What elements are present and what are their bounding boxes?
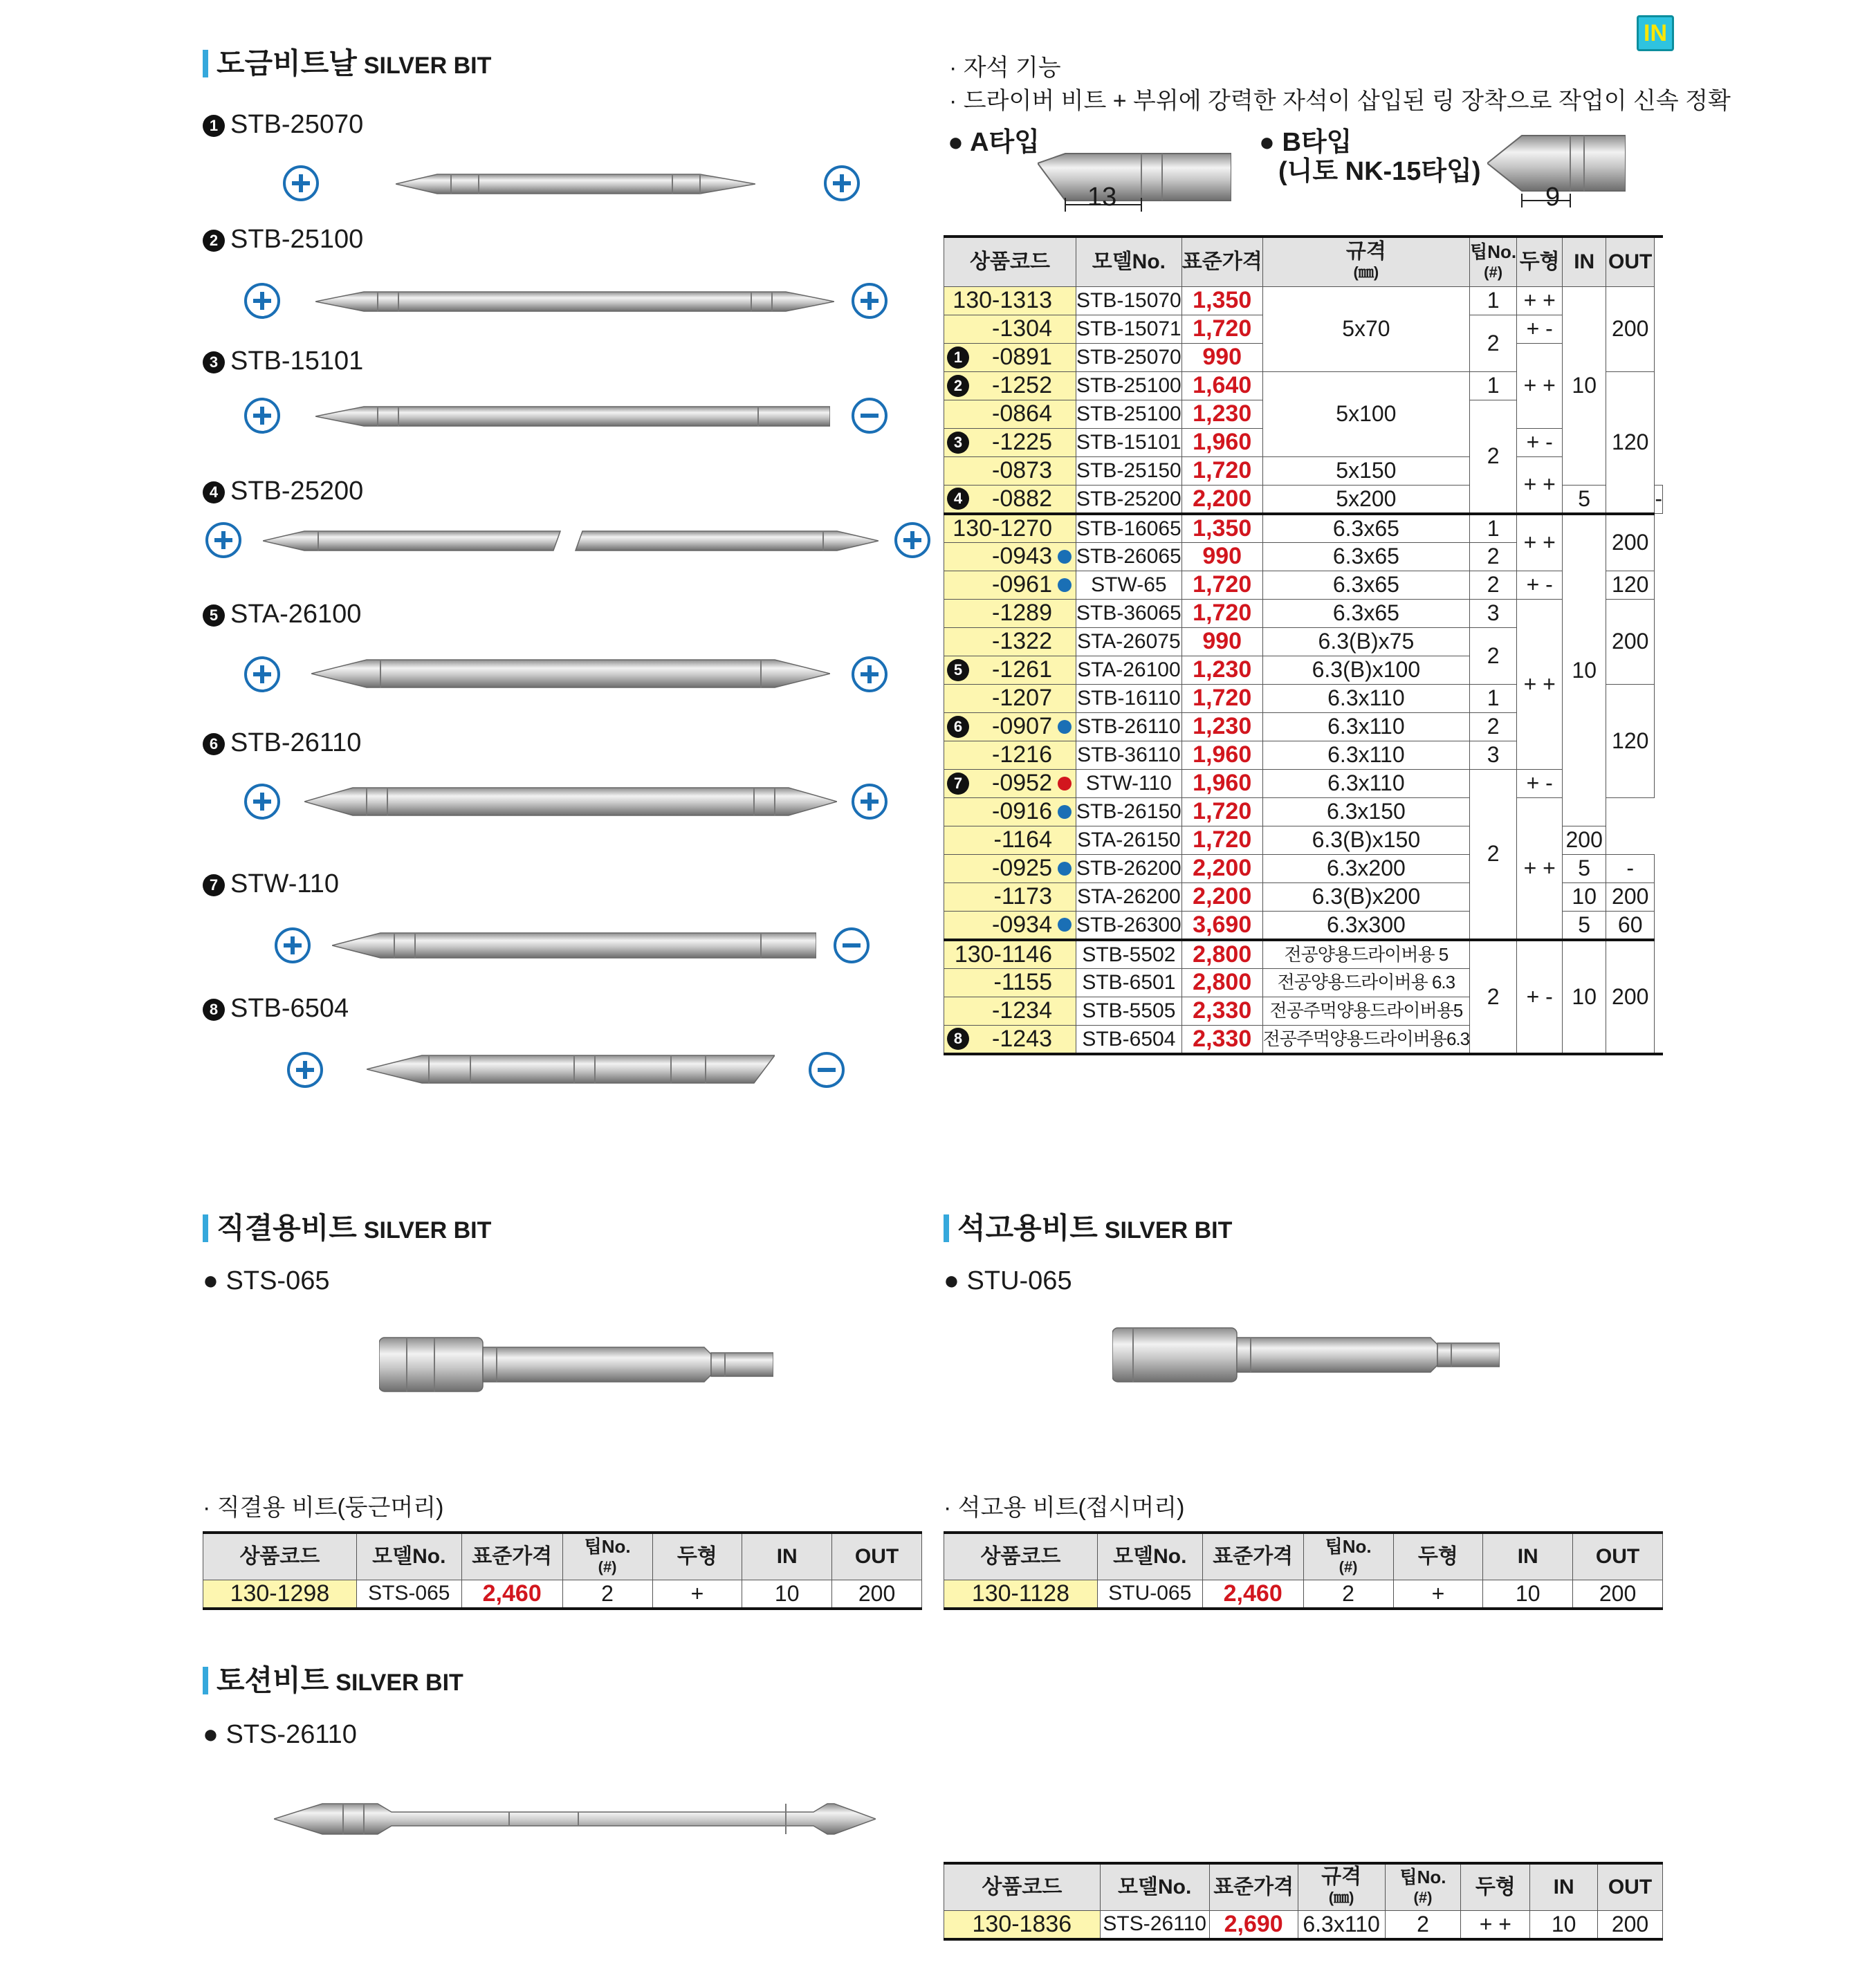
table-row-code: -1164 [944,826,1076,854]
in-cell: 10 [1530,1910,1598,1939]
table-row-model: STB-16065 [1076,514,1181,543]
spec-cell: 6.3(B)x150 [1262,826,1469,854]
section4-item: ● STS-26110 [203,1720,357,1749]
spec-cell: 6.3x110 [1262,684,1469,712]
table-row-code: 130-1313 [944,286,1076,315]
in-cell: 10 [742,1580,832,1609]
spec-cell: 전공양용드라이버용 5 [1262,940,1469,969]
spec-cell: 6.3x65 [1262,514,1469,543]
plus-icon [851,282,888,320]
tip-cell: 2 [1470,571,1517,599]
table-row-code: 8 -1243 [944,1025,1076,1054]
silver-bit-table [944,235,1663,1055]
table-row-code: -0873 [944,456,1076,485]
section3-title: 석고용비트 SILVER BIT [944,1212,1232,1247]
table-row-price: 1,960 [1181,769,1262,797]
bit-label-2: 2 STB-25100 [203,224,363,255]
sts-26110-table [944,1862,1663,1941]
tip-cell: 2 [1303,1580,1393,1609]
spec-cell: 5x150 [1262,456,1469,485]
head-cell: + + [1461,1910,1530,1939]
sts-26110-image [274,1797,876,1841]
table-row-price: 2,330 [1181,1025,1262,1054]
head-cell: + - [1517,428,1563,456]
table-row-model: STB-36110 [1076,741,1181,769]
th-model: 모델No. [1100,1863,1209,1910]
tip-cell: 1 [1470,286,1517,315]
out-cell: 200 [832,1580,922,1609]
in-cell: 10 [1483,1580,1573,1609]
in-cell: 5 [1563,854,1606,882]
head-cell: + - [1517,940,1563,1054]
tip-cell: 2 [1470,712,1517,741]
head-cell: + + [1517,456,1563,514]
th-out: OUT [1598,1863,1663,1910]
bit-label-7: 7 STW-110 [203,869,339,899]
minus-icon [808,1051,845,1089]
table-row-model: STB-36065 [1076,599,1181,627]
bit-label-6: 6 STB-26110 [203,728,361,758]
bit-label-3: 3 STB-15101 [203,346,363,376]
table-row-price: 2,460 [461,1580,562,1609]
th-head: 두형 [1517,237,1563,286]
th-model: 모델No. [1076,237,1181,286]
spec-cell: 6.3x150 [1262,797,1469,826]
table-row-price: 3,690 [1181,911,1262,940]
head-cell: + - [1517,315,1563,343]
out-cell: - [1655,485,1663,514]
bit-label-4: 4 STB-25200 [203,476,363,506]
table-row-model: STA-26100 [1076,656,1181,684]
head-cell: + + [1517,599,1563,769]
table-row-price: 990 [1181,343,1262,371]
th-code: 상품코드 [944,1863,1101,1910]
table-row-model: STB-6501 [1076,968,1181,997]
table-row-model: STB-26110 [1076,712,1181,741]
type-b-label: ● B타입 [1259,128,1352,157]
minus-icon [833,927,870,964]
plus-icon [243,656,281,693]
out-cell: 200 [1606,514,1655,571]
th-price: 표준가격 [461,1533,562,1580]
out-cell: 200 [1606,940,1655,1054]
tip-cell: 1 [1470,371,1517,400]
th-price: 표준가격 [1209,1863,1298,1910]
table-row-price: 2,800 [1181,940,1262,969]
table-row-code: 4 -0882 [944,485,1076,514]
table-row-model: STB-25070 [1076,343,1181,371]
section2-note: · 직결용 비트(둥근머리) [203,1495,444,1521]
table-row-code: 2 -1252 [944,371,1076,400]
table-row-model: STB-5505 [1076,997,1181,1025]
bit-label-1: 1 STB-25070 [203,109,363,140]
out-cell: 200 [1606,286,1655,371]
spec-cell: 6.3(B)x100 [1262,656,1469,684]
th-model: 모델No. [1097,1533,1202,1580]
table-row-price: 2,200 [1181,882,1262,911]
spec-cell: 6.3x110 [1262,741,1469,769]
in-cell: 5 [1563,485,1606,514]
table-row-model: STB-25100 [1076,371,1181,400]
table-row-model: STA-26075 [1076,627,1181,656]
spec-cell: 6.3(B)x200 [1262,882,1469,911]
table-row-code: -0925 [944,854,1076,882]
spec-cell: 6.3x110 [1262,712,1469,741]
spec-cell: 6.3x200 [1262,854,1469,882]
table-row-code: 7 -0952 [944,769,1076,797]
th-in: IN [742,1533,832,1580]
spec-cell: 전공주먹양용드라이버용5 [1262,997,1469,1025]
table-row-code: -1289 [944,599,1076,627]
type-b-dim: 9 [1545,183,1561,212]
table-row-model: STB-26150 [1076,797,1181,826]
table-row-code: 130-1836 [944,1910,1101,1939]
table-row-code: 130-1146 [944,940,1076,969]
th-tip: 팁No. (#) [1385,1863,1461,1910]
head-cell: + + [1517,514,1563,571]
tip-cell: 2 [1470,769,1517,940]
spec-cell: 6.3x65 [1262,542,1469,571]
table-row-price: 1,230 [1181,656,1262,684]
th-model: 모델No. [356,1533,461,1580]
table-row-code: -1207 [944,684,1076,712]
th-tip: 팁No. (#) [1303,1533,1393,1580]
in-cell: 10 [1563,940,1606,1054]
table-row-price: 2,200 [1181,485,1262,514]
table-row-model: STW-65 [1076,571,1181,599]
th-in: IN [1530,1863,1598,1910]
table-row-code: 1 -0891 [944,343,1076,371]
table-row-model: STW-110 [1076,769,1181,797]
table-row-price: 1,350 [1181,286,1262,315]
bit-image-3 [315,401,830,432]
out-cell: 120 [1606,571,1655,599]
table-row-model: STB-15070 [1076,286,1181,315]
th-head: 두형 [1461,1863,1530,1910]
head-cell: + [652,1580,742,1609]
table-row-model: STB-26200 [1076,854,1181,882]
table-row-model: STB-25100 [1076,400,1181,428]
table-row-code: 5 -1261 [944,656,1076,684]
th-in: IN [1563,237,1606,286]
table-row-model: STB-6504 [1076,1025,1181,1054]
minus-icon [851,397,888,434]
spec-cell: 6.3x65 [1262,599,1469,627]
out-cell: - [1606,854,1655,882]
table-row-model: STB-5502 [1076,940,1181,969]
plus-icon [851,656,888,693]
tip-cell: 1 [1470,684,1517,712]
sts-065-table [203,1531,922,1610]
spec-cell: 5x70 [1262,286,1469,371]
type-a-label: ● A타입 [948,128,1040,157]
plus-icon [286,1051,324,1089]
table-row-price: 1,350 [1181,514,1262,543]
out-cell: 200 [1573,1580,1663,1609]
table-row-code: 130-1128 [944,1580,1098,1609]
spec-cell: 전공주먹양용드라이버용6.3 [1262,1025,1469,1054]
type-b-label2: (니토 NK-15타입) [1278,157,1481,186]
plus-icon [894,521,931,559]
table-row-price: 1,720 [1181,684,1262,712]
th-tip: 팁No. (#) [1470,237,1517,286]
type-a-diagram-icon [1038,129,1231,212]
table-row-code: -1173 [944,882,1076,911]
table-row-price: 990 [1181,627,1262,656]
head-cell: + + [1517,286,1563,315]
out-cell: 200 [1606,599,1655,684]
table-row-model: STB-26065 [1076,542,1181,571]
table-row-model: STB-15101 [1076,428,1181,456]
head-cell: + + [1517,797,1563,940]
stu-065-table [944,1531,1663,1610]
table-row-code: -0916 [944,797,1076,826]
table-row-model: STB-15071 [1076,315,1181,343]
section4-title: 토션비트 SILVER BIT [203,1664,463,1699]
th-code: 상품코드 [944,237,1076,286]
table-row-code: 3 -1225 [944,428,1076,456]
bit-image-1 [396,169,755,199]
sts-065-image [379,1333,773,1396]
table-row-price: 1,720 [1181,571,1262,599]
head-cell: + + [1517,343,1563,428]
spec-cell: 6.3x300 [1262,911,1469,940]
in-cell: 10 [1563,514,1606,826]
table-row-model: STS-065 [356,1580,461,1609]
plus-icon [205,521,242,559]
bit-label-5: 5 STA-26100 [203,599,361,629]
in-cell: 5 [1563,911,1606,940]
spec-cell: 6.3x65 [1262,571,1469,599]
th-spec: 규격 (㎜) [1298,1863,1385,1910]
section3-item: ● STU-065 [944,1266,1072,1295]
table-row-code: -1234 [944,997,1076,1025]
th-spec: 규격 (㎜) [1262,237,1469,286]
table-row-model: STB-26300 [1076,911,1181,940]
table-row-price: 1,640 [1181,371,1262,400]
table-row-code: 130-1298 [203,1580,357,1609]
section1-subtitle: SILVER BIT [363,53,492,79]
head-cell: + [1393,1580,1483,1609]
plus-icon [243,783,281,820]
tip-cell: 2 [1470,315,1517,371]
table-row-price: 2,690 [1209,1910,1298,1939]
table-row-price: 1,720 [1181,797,1262,826]
bit-image-7 [332,928,816,963]
table-row-code: -1304 [944,315,1076,343]
plus-icon [274,927,311,964]
th-head: 두형 [652,1533,742,1580]
th-out: OUT [832,1533,922,1580]
bit-label-8: 8 STB-6504 [203,993,349,1024]
table-row-model: STA-26150 [1076,826,1181,854]
table-row-price: 2,200 [1181,854,1262,882]
tip-cell: 2 [1470,400,1517,514]
out-cell: 120 [1606,684,1655,797]
table-row-model: STU-065 [1097,1580,1202,1609]
table-row-code: -0934 [944,911,1076,940]
tip-cell: 2 [1470,940,1517,1054]
table-row-code: -0961 [944,571,1076,599]
table-row-price: 1,960 [1181,741,1262,769]
tip-cell: 3 [1470,741,1517,769]
bit-image-6 [304,782,837,822]
table-row-price: 1,720 [1181,315,1262,343]
table-row-price: 2,330 [1181,997,1262,1025]
out-cell: 200 [1563,826,1606,854]
plus-icon [823,165,861,202]
section3-note: · 석고용 비트(접시머리) [944,1495,1185,1521]
table-row-code: 6 -0907 [944,712,1076,741]
bit-image-2 [315,286,834,317]
spec-cell: 6.3x110 [1298,1910,1385,1939]
tip-cell: 2 [562,1580,652,1609]
spec-cell: 6.3(B)x75 [1262,627,1469,656]
note-magnet: · 자석 기능 [949,55,1061,81]
th-in: IN [1483,1533,1573,1580]
th-tip: 팁No. (#) [562,1533,652,1580]
plus-icon [282,165,320,202]
table-row-code: -0943 [944,542,1076,571]
plus-icon [243,397,281,434]
plus-icon [851,783,888,820]
bit-image-4 [263,527,879,555]
th-code: 상품코드 [944,1533,1098,1580]
head-cell: + - [1517,571,1563,599]
table-row-price: 1,960 [1181,428,1262,456]
th-out: OUT [1573,1533,1663,1580]
table-row-model: STB-25200 [1076,485,1181,514]
table-row-price: 1,230 [1181,400,1262,428]
section1-title-text: 도금비트날 [217,47,357,80]
tip-cell: 2 [1470,627,1517,684]
table-row-model: STB-16110 [1076,684,1181,712]
spec-cell: 6.3x110 [1262,769,1469,797]
table-row-price: 1,720 [1181,456,1262,485]
table-row-model: STS-26110 [1100,1910,1209,1939]
spec-cell: 전공양용드라이버용 6.3 [1262,968,1469,997]
table-row-price: 2,460 [1202,1580,1303,1609]
tip-cell: 3 [1470,599,1517,627]
table-row-price: 1,720 [1181,599,1262,627]
section1-title [203,47,491,82]
table-row-code: -0864 [944,400,1076,428]
table-row-code: -1322 [944,627,1076,656]
section2-item: ● STS-065 [203,1266,330,1295]
in-badge: IN [1637,15,1674,51]
th-head: 두형 [1393,1533,1483,1580]
table-row-price: 1,720 [1181,826,1262,854]
note-ring: · 드라이버 비트 + 부위에 강력한 자석이 삽입된 링 장착으로 작업이 신속 정확 [949,88,1731,114]
tip-cell: 2 [1470,542,1517,571]
out-cell: 60 [1606,911,1655,940]
th-price: 표준가격 [1181,237,1262,286]
table-row-code: 130-1270 [944,514,1076,543]
table-row-price: 2,800 [1181,968,1262,997]
table-row-code: -1155 [944,968,1076,997]
in-cell: 10 [1563,286,1606,485]
th-price: 표준가격 [1202,1533,1303,1580]
th-out: OUT [1606,237,1655,286]
out-cell: 200 [1606,882,1655,911]
spec-cell: 5x100 [1262,371,1469,456]
tip-cell: 2 [1385,1910,1461,1939]
plus-icon [243,282,281,320]
table-row-code: -1216 [944,741,1076,769]
table-row-price: 990 [1181,542,1262,571]
out-cell: 200 [1598,1910,1663,1939]
table-row-model: STB-25150 [1076,456,1181,485]
stu-065-image [1112,1324,1500,1386]
head-cell: + - [1517,769,1563,797]
table-row-model: STA-26200 [1076,882,1181,911]
bit-image-8 [367,1050,775,1089]
bit-image-5 [311,654,830,693]
spec-cell: 5x200 [1262,485,1469,514]
section2-title: 직결용비트 SILVER BIT [203,1212,491,1247]
in-cell: 10 [1563,882,1606,911]
out-cell: 120 [1606,371,1655,514]
tip-cell: 1 [1470,514,1517,543]
th-code: 상품코드 [203,1533,357,1580]
type-a-dim: 13 [1087,183,1117,212]
table-row-price: 1,230 [1181,712,1262,741]
